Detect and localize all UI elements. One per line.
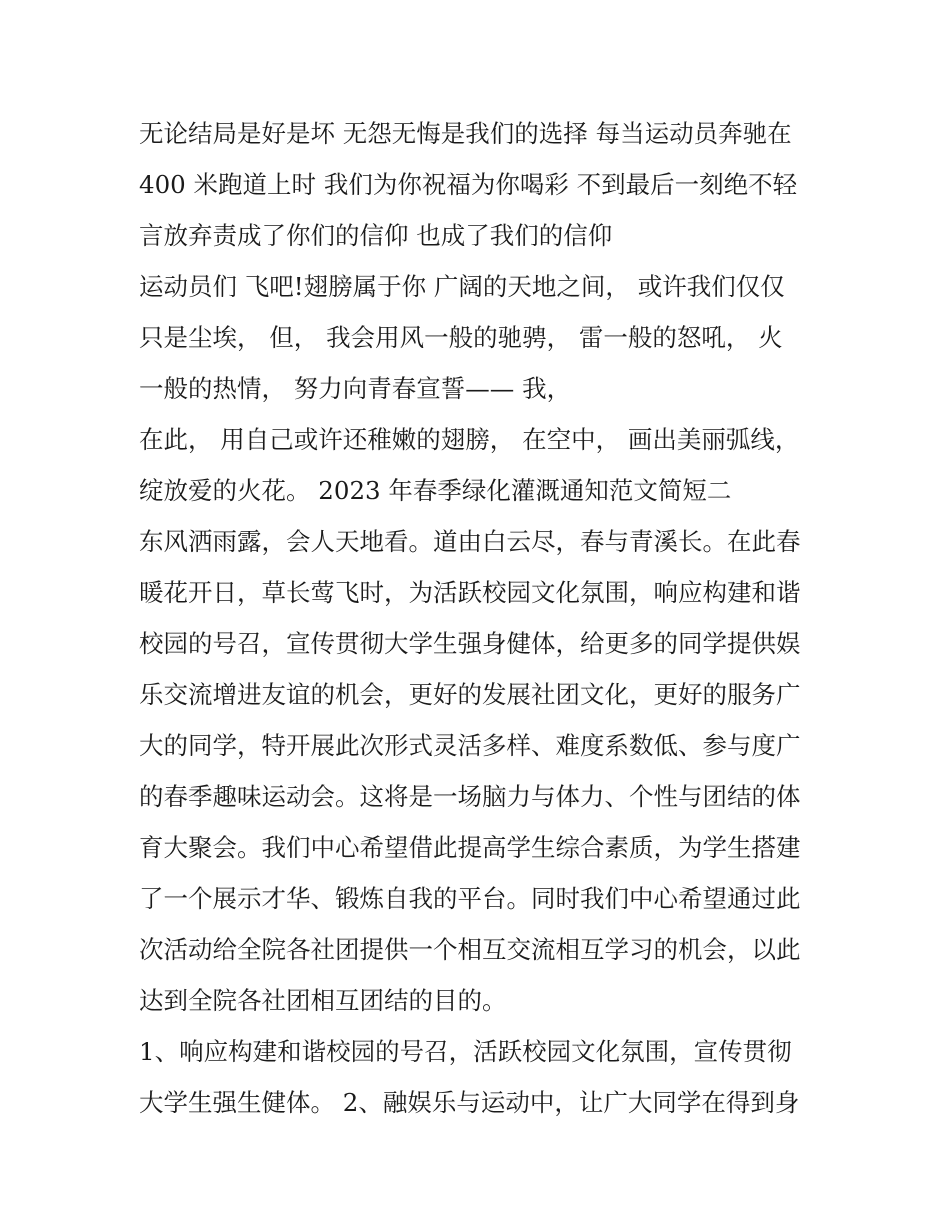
text-line: 言放弃责成了你们的信仰 也成了我们的信仰 [139,221,613,250]
text-line: 东风洒雨露，会人天地看。道由白云尽，春与青溪长。在此春 [139,527,801,556]
text-line: 只是尘埃， 但， 我会用风一般的驰骋， 雷一般的怒吼， 火 [139,323,783,352]
text-line: 的春季趣味运动会。这将是一场脑力与体力、个性与团结的体 [139,782,801,811]
text-line: 大学生强生健体。 2、融娱乐与运动中，让广大同学在得到身 [139,1088,800,1117]
text-line: 在此， 用自己或许还稚嫩的翅膀， 在空中， 画出美丽弧线， [139,425,800,454]
text-line: 校园的号召，宣传贯彻大学生强身健体，给更多的同学提供娱 [139,629,801,658]
text-line: 无论结局是好是坏 无怨无悔是我们的选择 每当运动员奔驰在 [139,119,792,148]
text-line: 一般的热情， 努力向青春宣誓—— 我， [139,374,572,403]
text-line: 达到全院各社团相互团结的目的。 [139,986,507,1015]
text-line: 次活动给全院各社团提供一个相互交流相互学习的机会，以此 [139,935,801,964]
text-line: 乐交流增进友谊的机会，更好的发展社团文化，更好的服务广 [139,680,801,709]
text-line: 绽放爱的火花。 2023 年春季绿化灌溉通知范文简短二 [139,476,732,505]
document-body [139,108,819,1128]
text-line: 暖花开日，草长莺飞时，为活跃校园文化氛围，响应构建和谐 [139,578,801,607]
text-line: 了一个展示才华、锻炼自我的平台。同时我们中心希望通过此 [139,884,801,913]
text-line: 育大聚会。我们中心希望借此提高学生综合素质，为学生搭建 [139,833,801,862]
text-line: 运动员们 飞吧!翅膀属于你 广阔的天地之间， 或许我们仅仅 [139,272,785,301]
text-line: 1、响应构建和谐校园的号召，活跃校园文化氛围，宣传贯彻 [139,1037,792,1066]
text-line: 400 米跑道上时 我们为你祝福为你喝彩 不到最后一刻绝不轻 [139,170,798,199]
text-line: 大的同学，特开展此次形式灵活多样、难度系数低、参与度广 [139,731,801,760]
